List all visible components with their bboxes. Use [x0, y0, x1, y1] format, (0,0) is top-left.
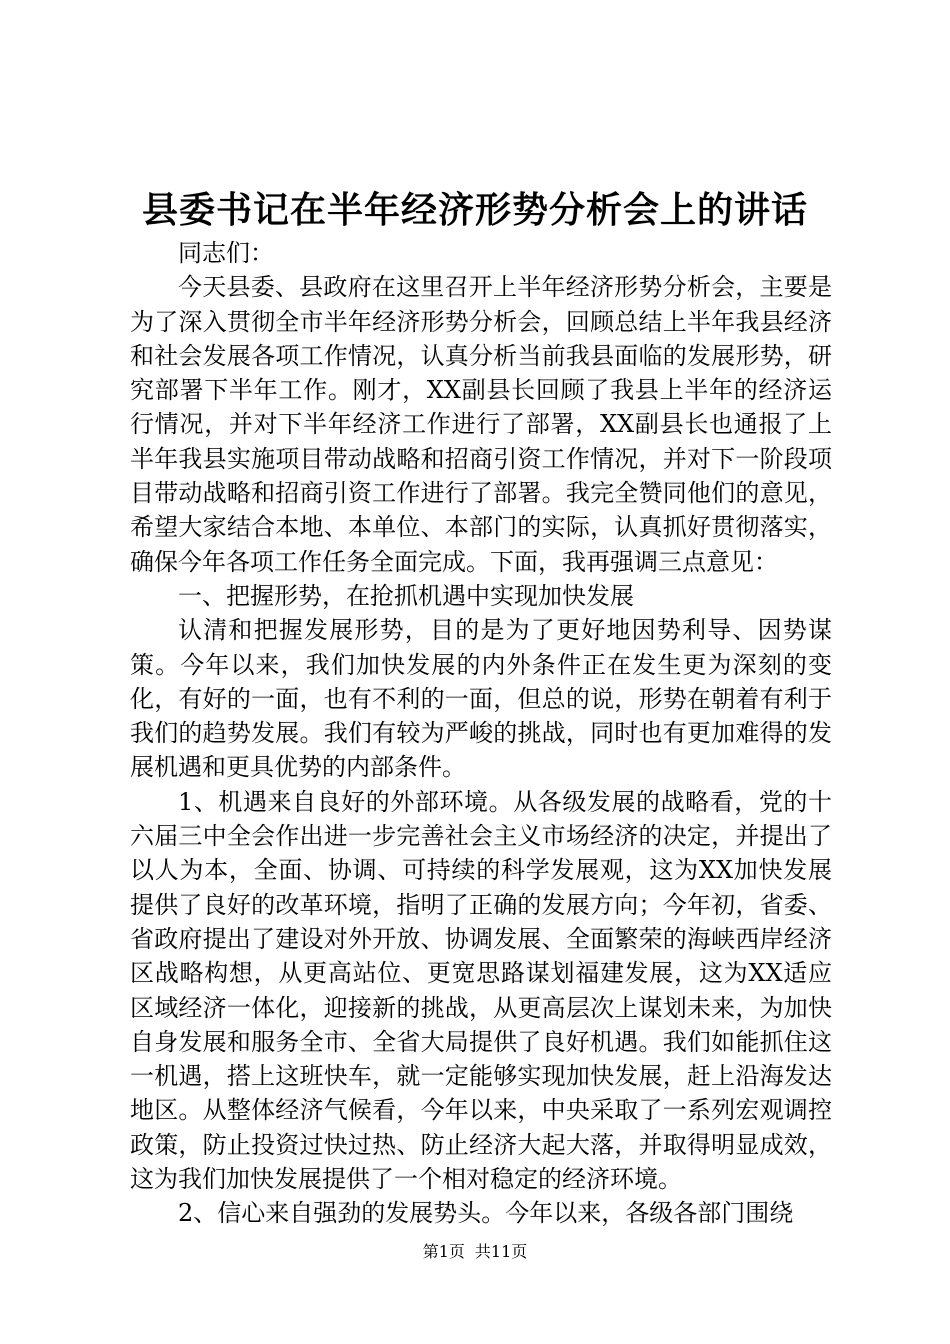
body-paragraph: 认清和把握发展形势，目的是为了更好地因势利导、因势谋策。今年以来，我们加快发展的内外条件正在发生更为深刻的变化，有好的一面，也有不利的一面，但总的说，形势在朝着有利于我们的趋势发展。我们有较为严峻的挑战，同时也有更加难得的发展机遇和更具优势的内部条件。	[130, 616, 832, 782]
section-heading-1: 一、把握形势，在抢抓机遇中实现加快发展	[178, 581, 634, 610]
page-total: 共11页	[474, 1242, 528, 1261]
page-footer	[0, 1240, 950, 1264]
page-number: 第1页	[422, 1242, 465, 1261]
body-paragraph: 1、机遇来自良好的外部环境。从各级发展的战略看，党的十六届三中全会作出进一步完善社会主义市场经济的决定，并提出了以人为本，全面、协调、可持续的科学发展观，这为XX加快发展提供了良好的改革环境，指明了正确的发展方向；今年初，省委、省政府提出了建设对外开放、协调发展、全面繁荣的海峡西岸经济区战略构想，从更高站位、更宽思路谋划福建发展，这为XX适应区域经济一体化，迎接新的挑战，从更高层次上谋划未来，为加快自身发展和服务全市、全省大局提供了良好机遇。我们如能抓住这一机遇，搭上这班快车，就一定能够实现加快发展，赶上沿海发达地区。从整体经济气候看，今年以来，中央采取了一系列宏观调控政策，防止投资过快过热、防止经济大起大落，并取得明显成效，这为我们加快发展提供了一个相对稳定的经济环境。	[130, 787, 832, 1194]
document-title: 县委书记在半年经济形势分析会上的讲话	[141, 189, 808, 231]
body-paragraph: 2、信心来自强劲的发展势头。今年以来，各级各部门围绕	[178, 1199, 794, 1228]
document-body	[130, 236, 832, 1231]
intro-paragraph: 今天县委、县政府在这里召开上半年经济形势分析会，主要是为了深入贯彻全市半年经济形势分析会，回顾总结上半年我县经济和社会发展各项工作情况，认真分析当前我县面临的发展形势，研究部署下半年工作。刚才，XX副县长回顾了我县上半年的经济运行情况，并对下半年经济工作进行了部署，XX副县长也通报了上半年我县实施项目带动战略和招商引资工作情况，并对下一阶段项目带动战略和招商引资工作进行了部署。我完全赞同他们的意见，希望大家结合本地、本单位、本部门的实际，认真抓好贯彻落实，确保今年各项工作任务全面完成。下面，我再强调三点意见：	[130, 273, 832, 576]
salutation-paragraph: 同志们：	[178, 239, 274, 267]
